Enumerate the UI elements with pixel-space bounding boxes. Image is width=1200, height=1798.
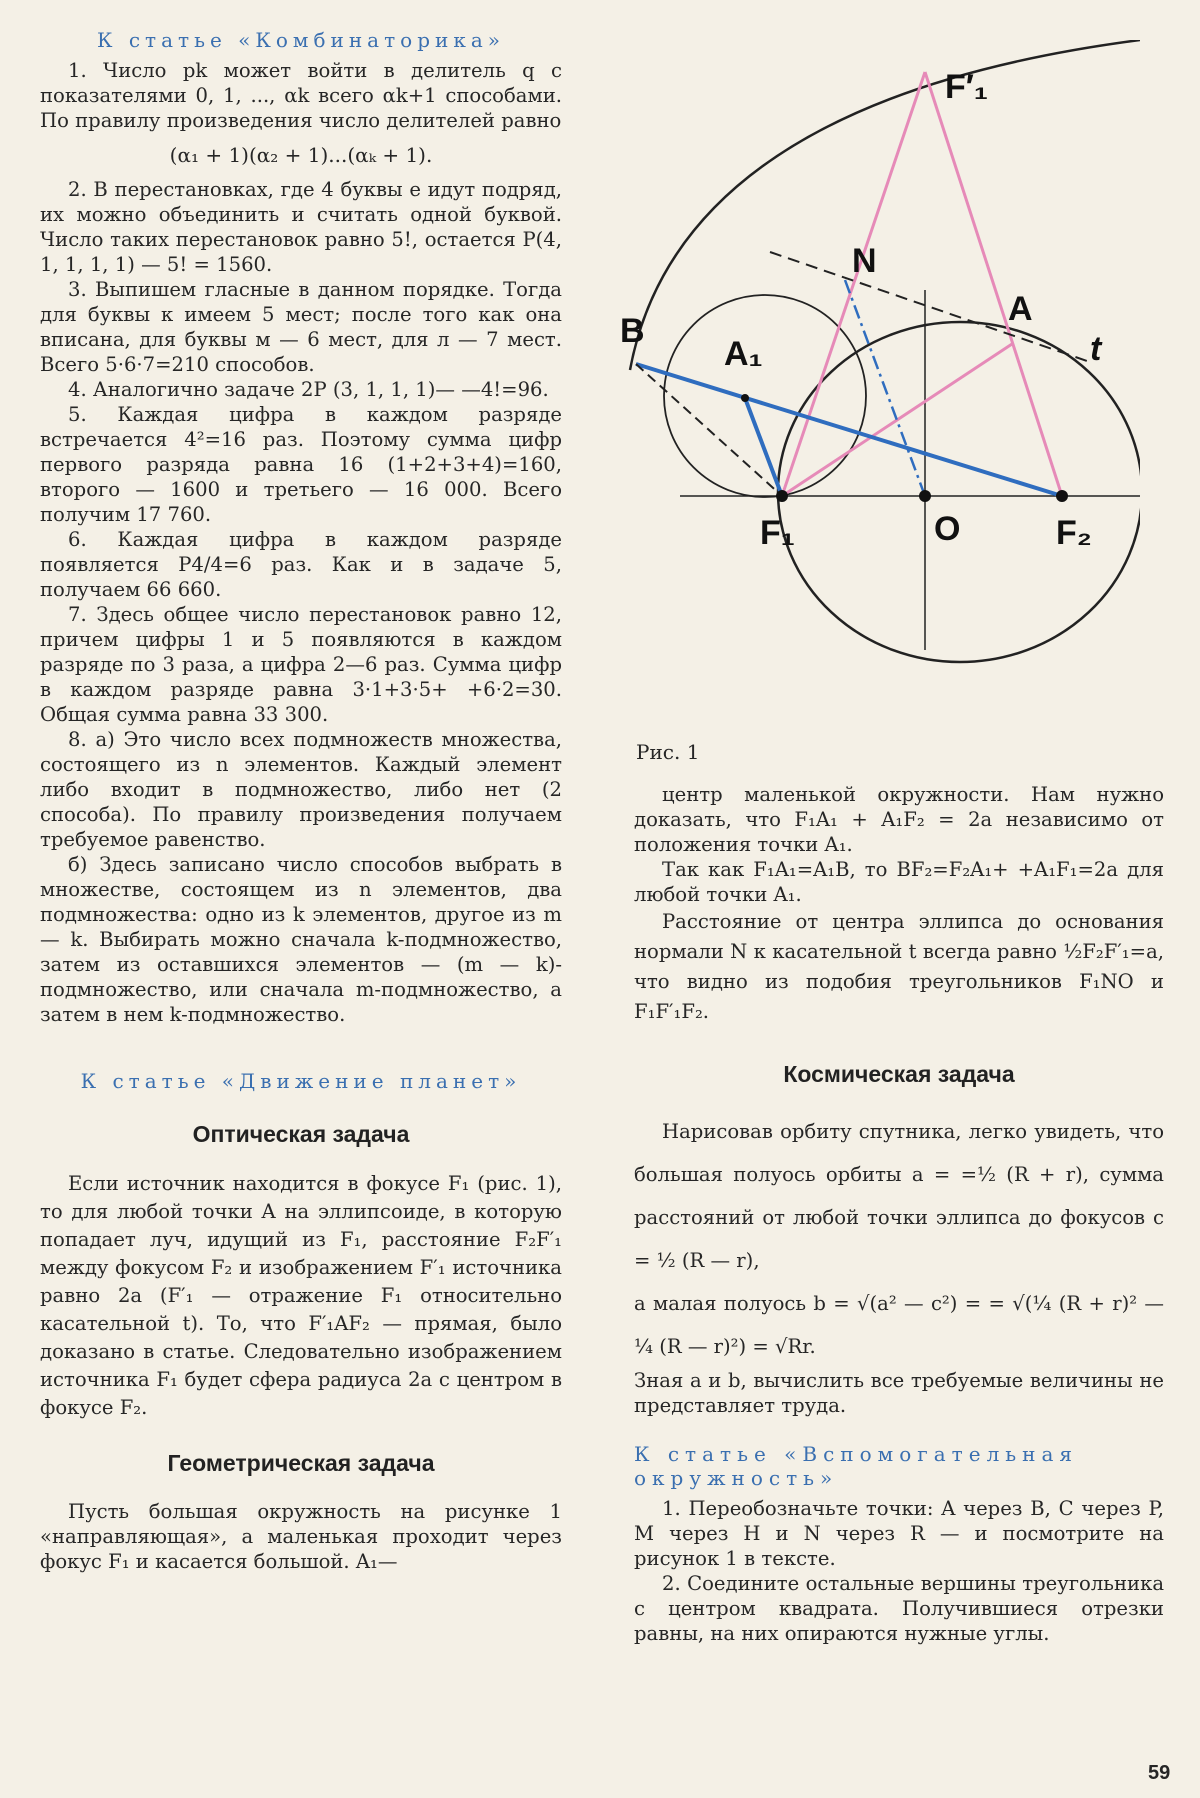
answer-8a: 8. а) Это число всех подмножеств множества, состоящего из n элементов. Каждый элемент либо входит в подмножество, либо нет (2 способа). По правилу произведения получаем требуемое равенство.	[40, 728, 562, 851]
geom-continued-2: Так как F₁A₁=A₁B, то BF₂=F₂A₁+ +A₁F₁=2a для любой точки A₁.	[634, 858, 1164, 906]
big-circle-arc	[630, 40, 1140, 370]
geom-text: Пусть большая окружность на рисунке 1 «направляющая», а маленькая проходит через фокус F₁ и касается большой. A₁—	[40, 1500, 562, 1573]
point-f1	[776, 490, 788, 502]
small-circle	[664, 295, 866, 497]
blue-line-a1-f1	[745, 398, 782, 496]
normal-line-on	[845, 280, 925, 496]
answer-1: 1. Число pk может войти в делитель q с показателями 0, 1, ..., αk всего αk+1 способами. По правилу произведения число делителей равно	[40, 59, 562, 132]
label-f1: F₁	[760, 514, 795, 552]
section-heading-planets: К статье «Движение планет»	[80, 1069, 522, 1093]
label-f1prime: F′₁	[945, 68, 988, 106]
label-o: O	[934, 510, 961, 548]
section-heading-aux-circle: К статье «Вспомогательная окружность»	[634, 1442, 1079, 1490]
dashed-b-f1	[636, 364, 782, 496]
label-b: B	[620, 312, 645, 350]
answer-5: 5. Каждая цифра в каждом разряде встречается 4²=16 раз. Поэтому сумма цифр первого разряда равна 16 (1+2+3+4)=160, второго — 1600 и третьего — 16 000. Всего получим 17 760.	[40, 403, 562, 526]
section-heading-combinatorics: К статье «Комбинаторика»	[96, 28, 505, 52]
point-o	[919, 490, 931, 502]
label-f2: F₂	[1056, 514, 1092, 552]
label-n: N	[852, 242, 877, 280]
tangent-line-t	[770, 252, 1090, 362]
answer-7: 7. Здесь общее число перестановок равно 12, причем цифры 1 и 5 появляются в каждом разряде по 3 раза, а цифра 2—6 раз. Сумма цифр в каждом разряде равна 3·1+3·5+ +6·2=30. Общая сумма равна 33 300.	[40, 603, 562, 726]
pink-line-f1prime-f2	[925, 72, 1062, 496]
label-a1: A₁	[724, 335, 763, 373]
aux-answer-2: 2. Соедините остальные вершины треугольника с центром квадрата. Получившиеся отрезки равны, на них опираются нужные углы.	[634, 1572, 1164, 1645]
geom-continued-3: Расстояние от центра эллипса до основания нормали N к касательной t всегда равно ½F₂F′₁=a, что видно из подобия треугольников F₁NO и F₁F′₁F₂.	[634, 910, 1164, 1023]
optic-text: Если источник находится в фокусе F₁ (рис. 1), то для любой точки A на эллипсоиде, в которую попадает луч, идущий из F₁, расстояние F₂F′₁ между фокусом F₂ и изображением F′₁ источника равно 2a (F′₁ — отражение F₁ относительно касательной t). То, что F′₁AF₂ — прямая, было доказано в статье. Следовательно изображением источника F₁ будет сфера радиуса 2a с центром в фокусе F₂.	[40, 1172, 562, 1419]
cosmic-text-1: Нарисовав орбиту спутника, легко увидеть, что большая полуось орбиты a = =½ (R + r), сумма расстояний от любой точки эллипса до фокусов c = ½ (R — r),	[634, 1120, 1164, 1272]
right-column	[634, 782, 1164, 1646]
left-column	[40, 28, 562, 1574]
ellipse	[778, 322, 1140, 662]
figure-ellipse-diagram	[620, 40, 1140, 700]
label-a: A	[1008, 290, 1033, 328]
answer-2: 2. В перестановках, где 4 буквы е идут подряд, их можно объединить и считать одной буквой. Число таких перестановок равно 5!, остается P(4, 1, 1, 1, 1) — 5! = 1560.	[40, 178, 562, 276]
optic-title: Оптическая задача	[192, 1121, 410, 1147]
answer-8b: б) Здесь записано число способов выбрать в множестве, состоящем из n элементов, два подмножества: одно из k элементов, другое из m — k. Выбирать можно сначала k-подмножество, затем из оставшихся элементов — (m — k)-подмножество, или сначала m-подмножество, а затем в нем k-подмножество.	[40, 853, 562, 1026]
page-number: 59	[1148, 1762, 1171, 1784]
figure-caption: Рис. 1	[636, 740, 700, 764]
geom-continued-1: центр маленькой окружности. Нам нужно доказать, что F₁A₁ + A₁F₂ = 2a независимо от положения точки A₁.	[634, 783, 1164, 856]
point-a1	[741, 394, 749, 402]
cosmic-text-3: Зная a и b, вычислить все требуемые величины не представляет труда.	[634, 1369, 1164, 1417]
label-t: t	[1090, 330, 1102, 368]
cosmic-title: Космическая задача	[783, 1061, 1015, 1087]
point-f2	[1056, 490, 1068, 502]
formula-divisors: (α₁ + 1)(α₂ + 1)...(αₖ + 1).	[169, 143, 433, 167]
answer-4: 4. Аналогично задаче 2P (3, 1, 1, 1)— —4!=96.	[68, 378, 549, 401]
blue-line-b-f2	[636, 364, 1062, 496]
cosmic-text-2: а малая полуось b = √(a² — c²) = = √(¼ (R + r)² — ¼ (R — r)²) = √Rr.	[634, 1292, 1164, 1358]
geom-title: Геометрическая задача	[167, 1450, 435, 1476]
answer-6: 6. Каждая цифра в каждом разряде появляется P4/4=6 раз. Как и в задаче 5, получаем 66 660.	[40, 528, 562, 601]
aux-answer-1: 1. Переобозначьте точки: A через B, C через P, M через H и N через R — и посмотрите на рисунок 1 в тексте.	[634, 1497, 1164, 1570]
answer-3: 3. Выпишем гласные в данном порядке. Тогда для буквы к имеем 5 мест; после того как она вписана, для буквы м — 6 мест, для л — 7 мест. Всего 5·6·7=210 способов.	[40, 278, 562, 376]
